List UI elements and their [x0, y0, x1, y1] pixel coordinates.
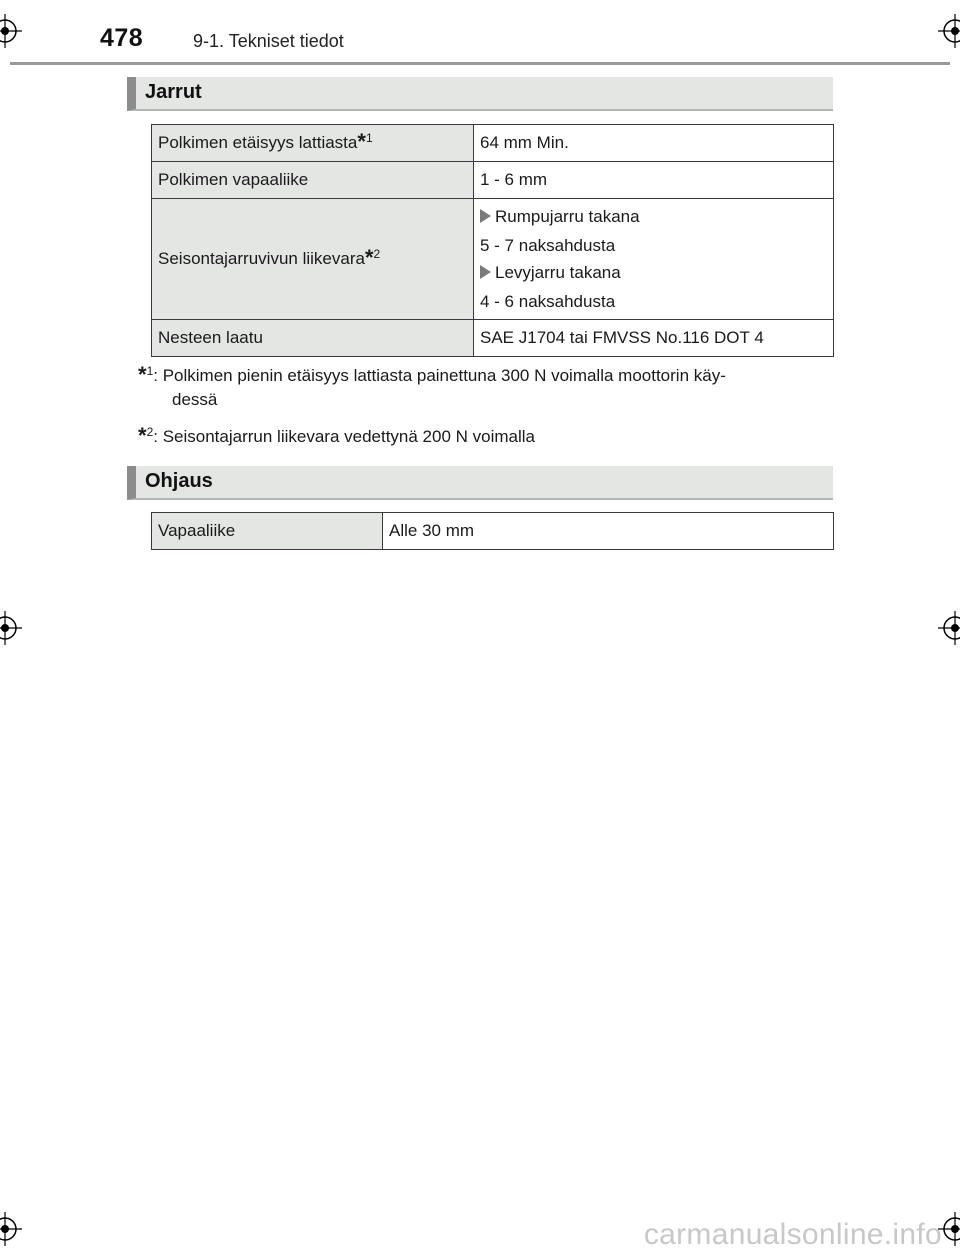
table-row — [152, 320, 834, 357]
table-row — [152, 125, 834, 162]
asterisk-icon: * — [138, 362, 147, 387]
table-cell-value: 1 - 6 mm — [474, 162, 834, 199]
table-row — [152, 199, 834, 320]
footnote: *$^2$: Seisontajarrun liikevara vedettynä 200 N voimalla — [138, 423, 536, 448]
page-number: 478 — [100, 24, 144, 52]
table-cell-key: Polkimen etäisyys lattiasta*$^1$ — [152, 125, 474, 162]
footnote: *$^1$: Polkimen pienin etäisyys lattiasta painettuna 300 N voimalla moottorin käy- dessä — [138, 362, 726, 409]
section-title: 9-1. Tekniset tiedot — [193, 31, 344, 51]
registration-mark-icon — [938, 611, 960, 645]
asterisk-icon: * — [138, 423, 147, 448]
section-heading-brakes — [127, 77, 833, 111]
registration-mark-icon — [0, 1212, 22, 1246]
table-cell-key: Vapaaliike — [152, 513, 383, 550]
table-cell-value: 64 mm Min. — [474, 125, 834, 162]
list-item: Levyjarru takana — [480, 259, 827, 286]
registration-mark-icon — [0, 611, 22, 645]
asterisk-icon: * — [364, 245, 374, 270]
table-row — [152, 513, 834, 550]
table-cell-key: Nesteen laatu — [152, 320, 474, 357]
triangle-bullet-icon — [480, 265, 491, 279]
asterisk-icon: * — [357, 129, 366, 154]
section-heading-label: Jarrut — [145, 81, 202, 103]
watermark: carmanualsonline.info — [643, 1218, 942, 1251]
registration-mark-icon — [0, 14, 22, 48]
table-cell-value: SAE J1704 tai FMVSS No.116 DOT 4 — [474, 320, 834, 357]
footnote-ref: 2 — [373, 247, 381, 261]
registration-mark-icon — [938, 14, 960, 48]
section-heading-steering — [127, 466, 833, 500]
header-divider — [10, 62, 950, 65]
footnote-ref: 1 — [365, 131, 373, 145]
brakes-spec-table — [151, 124, 834, 357]
list-item: Rumpujarru takana — [480, 203, 827, 230]
list-item-detail: 4 - 6 naksahdusta — [480, 292, 616, 311]
section-heading-label: Ohjaus — [145, 470, 213, 492]
table-row — [152, 162, 834, 199]
table-cell-value: Alle 30 mm — [383, 513, 834, 550]
triangle-bullet-icon — [480, 209, 491, 223]
table-cell-value — [474, 199, 834, 320]
list-item-detail: 5 - 7 naksahdusta — [480, 236, 616, 255]
steering-spec-table — [151, 512, 834, 550]
table-cell-key: Seisontajarruvivun liikevara*$^2$ — [152, 199, 474, 320]
table-cell-key: Polkimen vapaaliike — [152, 162, 474, 199]
